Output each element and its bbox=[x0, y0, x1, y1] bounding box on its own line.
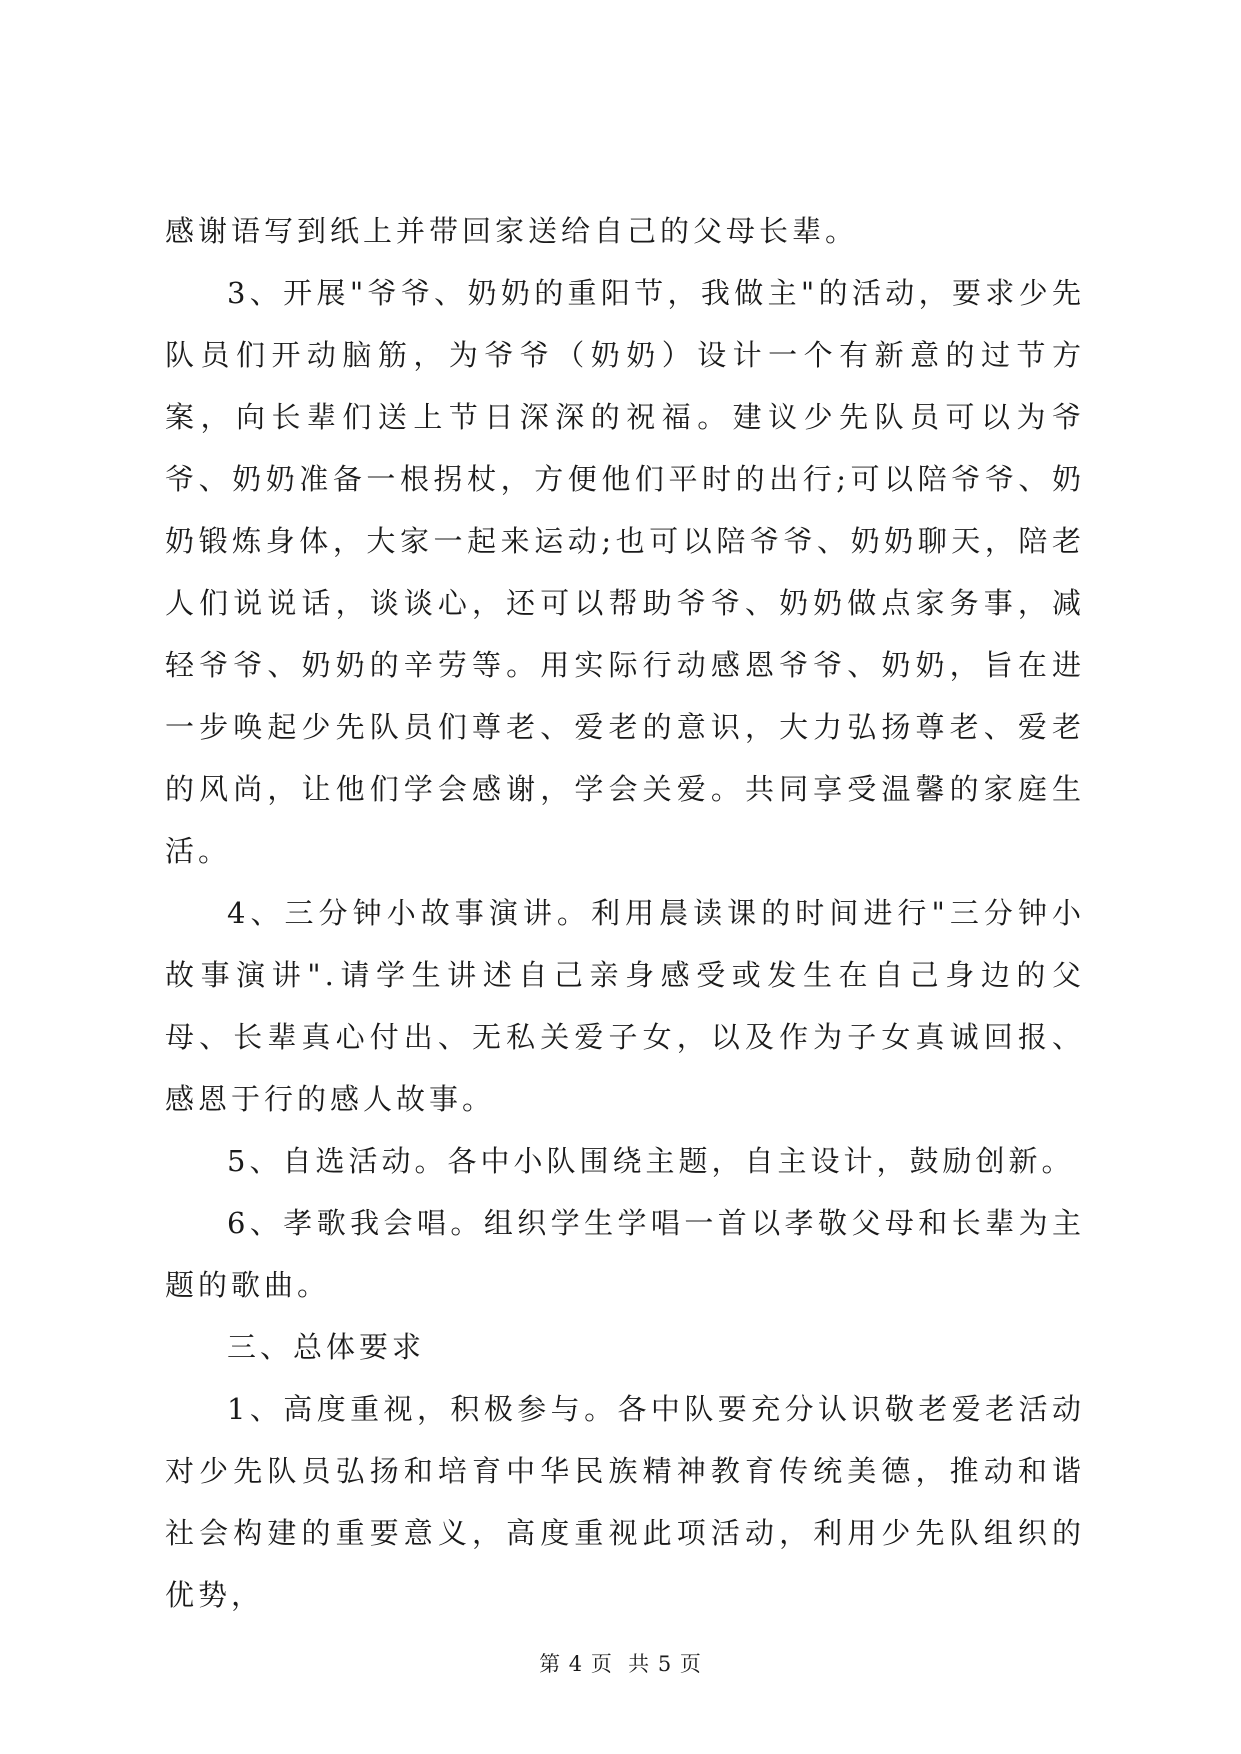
page-number: 第 4 页 共 5 页 bbox=[539, 1652, 702, 1676]
paragraph-item-3: 3、开展"爷爷、奶奶的重阳节，我做主"的活动，要求少先队员们开动脑筋，为爷爷（奶奶）设计一个有新意的过节方案，向长辈们送上节日深深的祝福。建议少先队员可以为爷爷、奶奶准备一根拐杖，方便他们平时的出行;可以陪爷爷、奶奶锻炼身体，大家一起来运动;也可以陪爷爷、奶奶聊天，陪老人们说说话，谈谈心，还可以帮助爷爷、奶奶做点家务事，减轻爷爷、奶奶的辛劳等。用实际行动感恩爷爷、奶奶，旨在进一步唤起少先队员们尊老、爱老的意识，大力弘扬尊老、爱老的风尚，让他们学会感谢，学会关爱。共同享受温馨的家庭生活。 bbox=[165, 276, 1085, 868]
paragraph-item-5: 5、自选活动。各中小队围绕主题，自主设计，鼓励创新。 bbox=[227, 1144, 1075, 1178]
page-footer bbox=[0, 1648, 1241, 1678]
paragraph-item-6: 6、孝歌我会唱。组织学生学唱一首以孝敬父母和长辈为主题的歌曲。 bbox=[165, 1206, 1085, 1302]
paragraph-item-4: 4、三分钟小故事演讲。利用晨读课的时间进行"三分钟小故事演讲".请学生讲述自己亲身感受或发生在自己身边的父母、长辈真心付出、无私关爱子女，以及作为子女真诚回报、感恩于行的感人故事。 bbox=[165, 896, 1085, 1116]
section-heading: 三、总体要求 bbox=[227, 1330, 426, 1364]
paragraph-continuation: 感谢语写到纸上并带回家送给自己的父母长辈。 bbox=[165, 214, 859, 248]
paragraph-requirement-1: 1、高度重视，积极参与。各中队要充分认识敬老爱老活动对少先队员弘扬和培育中华民族精神教育传统美德，推动和谐社会构建的重要意义，高度重视此项活动，利用少先队组织的优势， bbox=[165, 1392, 1085, 1612]
document-body bbox=[165, 200, 1085, 1626]
